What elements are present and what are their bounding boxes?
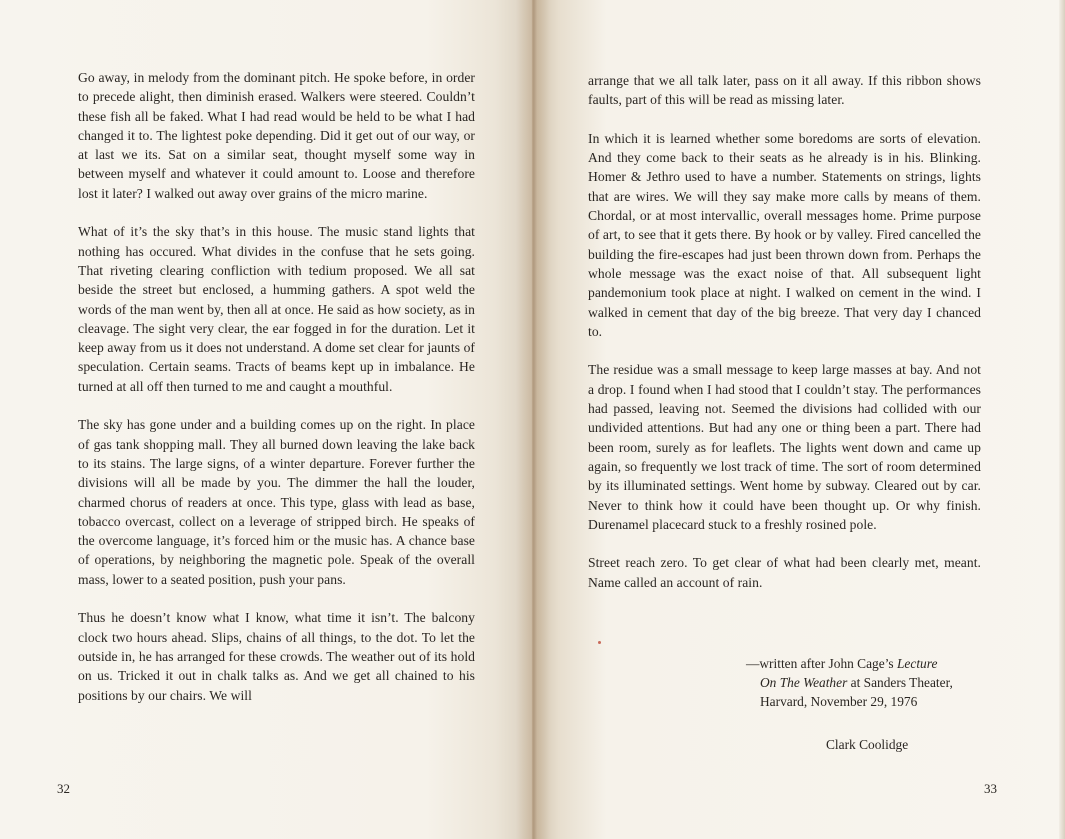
credit-prefix: —written after John Cage’s bbox=[746, 656, 897, 671]
right-paragraph-2: In which it is learned whether some boredoms are sorts of elevation. And they come back to their seats as he already is in his. Blinking. Homer & Jethro used to have a number. Statements on strings, lights that are wires. We will they say make more calls by means of them. Chordal, or at most intervallic, overall messages home. Prime purpose of art, to see that it gets there. By hook or by valley. Fired cancelled the building the fire-escapes had just been thrown down from. Perhaps the whole message was the exact noise of that. All subsequent light pandemonium took place at night. I walked on cement in the wind. I walked in cement that day of the big breeze. That very day I chanced to. bbox=[588, 130, 981, 339]
credit-title-part2: On The Weather bbox=[760, 675, 848, 690]
left-paragraph-4: Thus he doesn’t know what I know, what time it isn’t. The balcony clock two hours ahead. Slips, chains of all things, to the dot. To let the outside in, he has arranged for these crowds. The weather out of its hold on us. Tricked it out in chalk talks as. And we get all chained to his positions by our chairs. We will bbox=[78, 610, 475, 703]
page-edge bbox=[1059, 0, 1065, 839]
attribution-credit bbox=[746, 654, 996, 711]
credit-line-2 bbox=[746, 673, 996, 692]
page-number-left: 32 bbox=[57, 781, 70, 796]
page-number-right: 33 bbox=[984, 781, 997, 796]
credit-line-3: Harvard, November 29, 1976 bbox=[760, 694, 918, 709]
left-paragraph-1: Go away, in melody from the dominant pitch. He spoke before, in order to precede alight, then diminish erased. Walkers were steered. Couldn’t these fish all be faked. What I had read would be held to be what I had changed it to. The lightest poke depending. Did it get out of our way, or at last we its. Sat on a similar seat, thought myself some way in between myself and whatever it could amount to. Loose and therefore lost it later? I walked out away over grains of the micro marine. bbox=[78, 70, 475, 201]
credit-title-part1: Lecture bbox=[896, 656, 938, 671]
credit-suffix: at Sanders Theater, bbox=[847, 675, 953, 690]
left-paragraph-2: What of it’s the sky that’s in this house. The music stand lights that nothing has occured. What divides in the confuse that he sets going. That riveting clearing confliction with tedium proposed. We all sat beside the street but enclosed, a humming gathers. A spot weld the words of the man went by, then all at once. He said as how society, as in cleavage. The sight very clear, the ear fogged in for the duration. Let it keep away from us it does not understand. A dome set clear for jaunts of speculation. Certain seams. Tracts of beams kept up in imbalance. He turned at all off then turned to me and caught a mouthful. bbox=[78, 224, 475, 394]
ink-speck bbox=[598, 641, 601, 644]
right-paragraph-4: Street reach zero. To get clear of what had been clearly met, meant. Name called an account of rain. bbox=[588, 555, 981, 590]
author-name: Clark Coolidge bbox=[826, 737, 909, 752]
left-paragraph-3: The sky has gone under and a building comes up on the right. In place of gas tank shopping mall. They all burned down leaving the lake back to its stains. The large signs, of a winter departure. Forever further the divisions will all be made by you. The dimmer the hall the louder, charmed chorus of readers at once. This type, glass with lead as base, tobacco overcast, collect on a leverage of stripped birch. He speaks of the overcome language, it’s forced him or the music has. A chance base of operations, by neighboring the magnetic pole. Speak of the overall mass, lower to a seated position, push your pans. bbox=[78, 417, 475, 587]
left-page-text bbox=[78, 68, 475, 724]
left-page bbox=[0, 0, 532, 839]
right-page-text bbox=[588, 71, 981, 611]
right-paragraph-1: arrange that we all talk later, pass on it all away. If this ribbon shows faults, part of this will be read as missing later. bbox=[588, 73, 981, 108]
right-paragraph-3: The residue was a small message to keep large masses at bay. And not a drop. I found when I had stood that I couldn’t stay. The performances had passed, leaving not. Seemed the divisions had collided with our undivided attentions. But had any one or thing been a part. There had been room, surely as for leaflets. The lights went down and came up again, so frequently we lost track of time. The sort of room determined by its illuminated settings. Went home by subway. Cleared out by car. Never to think how it could have been thought up. Or why finish. Durenamel placecard stuck to a freshly rosined pole. bbox=[588, 362, 981, 532]
